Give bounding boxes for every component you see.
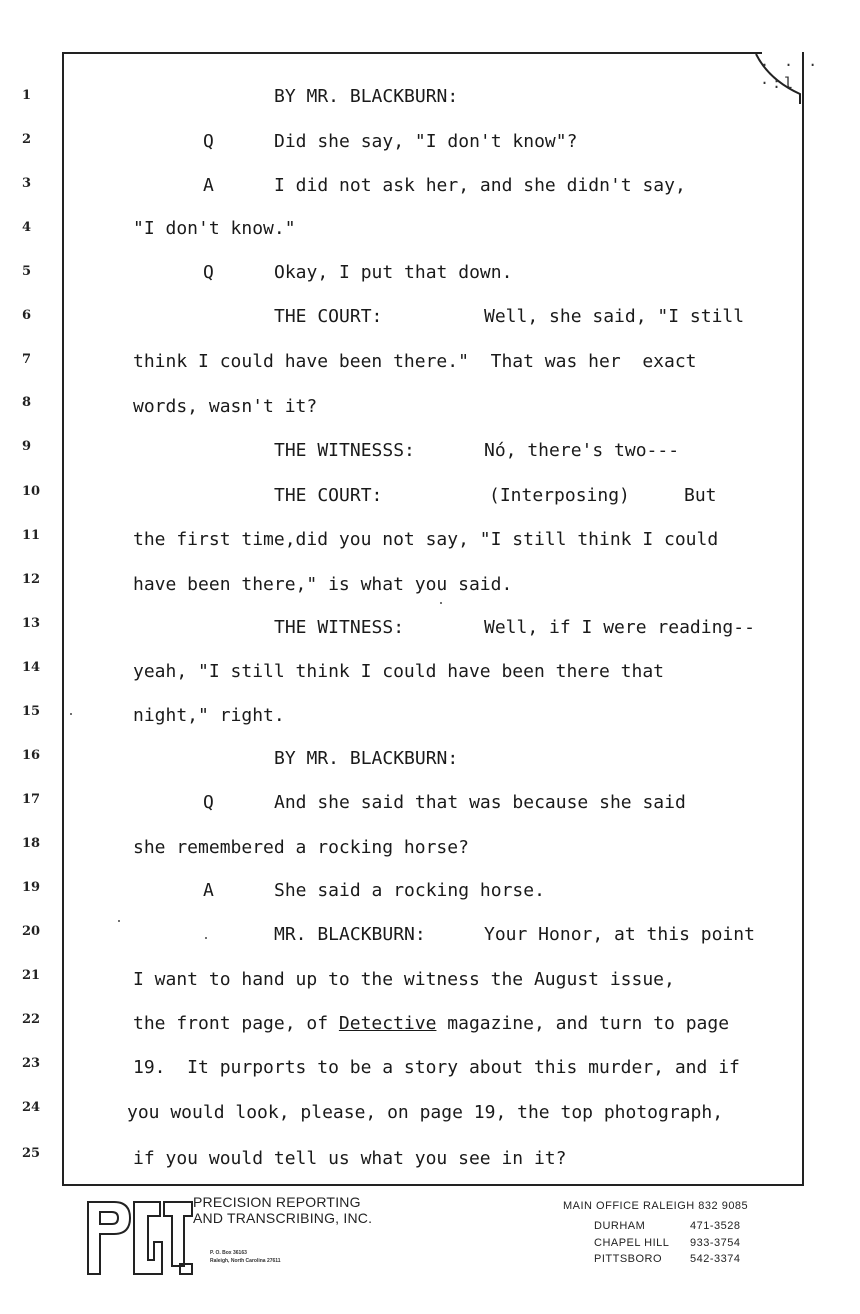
office-phone-durham: 471-3528 xyxy=(690,1220,741,1232)
line-number-5: 5 xyxy=(22,264,32,279)
line-23-text: 19. It purports to be a story about this murder, and if xyxy=(133,1057,740,1078)
office-city-chapel-hill: CHAPEL HILL xyxy=(594,1237,670,1249)
line-number-1: 1 xyxy=(22,88,32,103)
company-name-line1: PRECISION REPORTING xyxy=(193,1194,361,1210)
office-phone-chapel-hill: 933-3754 xyxy=(690,1237,741,1249)
line-number-10: 10 xyxy=(22,484,41,499)
line-17-q-marker: Q xyxy=(203,792,214,813)
line-number-13: 13 xyxy=(22,616,41,631)
line-number-2: 2 xyxy=(22,132,32,147)
line-22-text xyxy=(133,1013,729,1034)
line-18-text: she remembered a rocking horse? xyxy=(133,837,469,858)
line-8-text: words, wasn't it? xyxy=(133,396,318,417)
line-17-text: And she said that was because she said xyxy=(274,792,686,813)
line-10-text: But xyxy=(684,485,717,506)
line-number-7: 7 xyxy=(22,352,32,367)
line-21-text: I want to hand up to the witness the August issue, xyxy=(133,969,675,990)
line-number-4: 4 xyxy=(22,220,32,235)
office-city-durham: DURHAM xyxy=(594,1220,646,1232)
line-10-speaker: THE COURT: xyxy=(274,485,383,506)
line-number-23: 23 xyxy=(22,1056,41,1071)
corner-mark: · · · ·:l xyxy=(760,56,821,92)
line-number-20: 20 xyxy=(22,924,41,939)
pt-logo xyxy=(84,1196,194,1276)
line-3-text: I did not ask her, and she didn't say, xyxy=(274,175,686,196)
speck xyxy=(440,602,442,604)
line-number-12: 12 xyxy=(22,572,41,587)
line-number-19: 19 xyxy=(22,880,41,895)
line-13-text: Well, if I were reading-- xyxy=(484,617,755,638)
line-number-14: 14 xyxy=(22,660,41,675)
line-15-text: night," right. xyxy=(133,705,285,726)
line-22-part1: the front page, of xyxy=(133,1013,339,1034)
detective-magazine-title: Detective xyxy=(338,1013,437,1034)
line-number-15: 15 xyxy=(22,704,41,719)
line-number-21: 21 xyxy=(22,968,41,983)
line-number-11: 11 xyxy=(22,528,41,543)
line-7-text: think I could have been there." That was her exact xyxy=(133,351,697,372)
line-5-q-marker: Q xyxy=(203,262,214,283)
line-6-text: Well, she said, "I still xyxy=(484,306,745,327)
line-number-22: 22 xyxy=(22,1012,41,1027)
company-address-line2: Raleigh, North Carolina 27611 xyxy=(210,1258,281,1264)
company-name-line2: AND TRANSCRIBING, INC. xyxy=(193,1210,373,1226)
speck xyxy=(118,920,120,922)
line-2-q-marker: Q xyxy=(203,131,214,152)
line-4-text: "I don't know." xyxy=(133,218,296,239)
line-10-interposing: (Interposing) xyxy=(489,485,630,506)
line-25-text: if you would tell us what you see in it? xyxy=(133,1148,567,1169)
line-14-text: yeah, "I still think I could have been there that xyxy=(133,661,665,682)
line-number-3: 3 xyxy=(22,176,32,191)
main-office-line: MAIN OFFICE RALEIGH 832 9085 xyxy=(563,1200,749,1212)
line-6-speaker: THE COURT: xyxy=(274,306,383,327)
line-2-text: Did she say, "I don't know"? xyxy=(274,131,578,152)
line-20-speaker: MR. BLACKBURN: xyxy=(274,924,426,945)
line-20-text: Your Honor, at this point xyxy=(484,924,755,945)
line-number-18: 18 xyxy=(22,836,41,851)
office-phone-pittsboro: 542-3374 xyxy=(690,1253,741,1265)
company-address-line1: P. O. Box 36163 xyxy=(210,1250,247,1256)
line-number-25: 25 xyxy=(22,1146,41,1161)
line-number-24: 24 xyxy=(22,1100,41,1115)
line-5-text: Okay, I put that down. xyxy=(274,262,513,283)
line-12-text: have been there," is what you said. xyxy=(133,574,513,595)
line-24-text: you would look, please, on page 19, the top photograph, xyxy=(127,1102,724,1123)
line-9-speaker: THE WITNESSS: xyxy=(274,440,415,461)
line-11-text: the first time,did you not say, "I still think I could xyxy=(133,529,719,550)
line-number-9: 9 xyxy=(22,439,32,454)
line-number-17: 17 xyxy=(22,792,41,807)
line-number-16: 16 xyxy=(22,748,41,763)
office-city-pittsboro: PITTSBORO xyxy=(594,1253,663,1265)
line-19-a-marker: A xyxy=(203,880,214,901)
line-1-speaker: BY MR. BLACKBURN: xyxy=(274,86,459,107)
line-19-text: She said a rocking horse. xyxy=(274,880,545,901)
line-9-text: Nó, there's two--- xyxy=(484,440,680,461)
line-3-a-marker: A xyxy=(203,175,214,196)
line-16-speaker: BY MR. BLACKBURN: xyxy=(274,748,459,769)
line-22-part2: magazine, and turn to page xyxy=(436,1013,730,1034)
speck xyxy=(205,937,207,939)
line-number-6: 6 xyxy=(22,308,32,323)
line-13-speaker: THE WITNESS: xyxy=(274,617,405,638)
line-number-8: 8 xyxy=(22,395,32,410)
speck xyxy=(70,713,72,715)
